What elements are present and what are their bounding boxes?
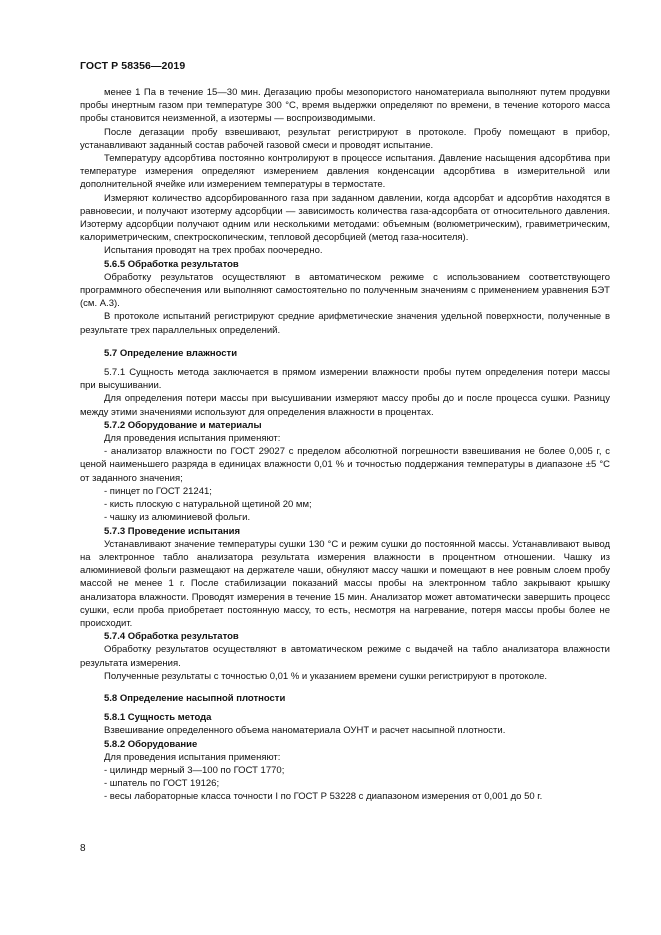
section-heading-5-6-5: 5.6.5 Обработка результатов [104, 258, 239, 270]
section-heading-5-8-1: 5.8.1 Сущность метода [104, 712, 212, 724]
paragraph: Полученные результаты с точностью 0,01 % и указанием времени сушки регистрируют в протоколе. [104, 670, 548, 682]
paragraph: Измеряют количество адсорбированного газа при заданном давлении, когда адсорбат и адсорбтив находятся в равновесии, и получают изотерму адсорбции — зависимость количества газа-адсорбата от относительного давления. Изотерму адсорбции получают одним или несколькими методами: объемным (волюметрическим), гравиметрическим, калориметрическим, спектроскопическим, тепловой десорбцией (метод газа-носителя). [80, 192, 610, 244]
list-item: - пинцет по ГОСТ 21241; [104, 485, 212, 497]
list-item: - шпатель по ГОСТ 19126; [104, 778, 220, 790]
list-item: - чашку из алюминиевой фольги. [104, 512, 251, 524]
document-body [80, 86, 610, 804]
paragraph: 5.7.1 Сущность метода заключается в прямом измерении влажности пробы путем определения потери массы при высушивании. [80, 367, 610, 392]
paragraph: менее 1 Па в течение 15—30 мин. Дегазацию пробы мезопористого наноматериала выполняют путем продувки пробы инертным газом при температуре 300 °C, время выдержки определяют по времени, в течение которого масса пробы становится неизменной, а изотермы — воспроизводимыми. [80, 87, 610, 125]
section-heading-5-8: 5.8 Определение насыпной плотности [104, 692, 286, 704]
paragraph: Испытания проводят на трех пробах поочередно. [104, 245, 323, 257]
paragraph: Температуру адсорбтива постоянно контролируют в процессе испытания. Давление насыщения адсорбтива при температуре измерения определяют измерением давления конденсации адсорбтива в измерительной или дополнительной ячейке или измерением температуры в термостате. [80, 153, 610, 191]
paragraph: После дегазации пробу взвешивают, результат регистрируют в протоколе. Пробу помещают в прибор, устанавливают заданный состав рабочей газовой смеси и проводят испытание. [80, 126, 610, 151]
section-heading-5-8-2: 5.8.2 Оборудование [104, 738, 198, 750]
paragraph: Обработку результатов осуществляют в автоматическом режиме с использованием соответствующего программного обеспечения или выполняют самостоятельно по полученным значениям с применением уравнения БЭТ (см. А.3). [80, 271, 610, 310]
paragraph: Взвешивание определенного объема наноматериала ОУНТ и расчет насыпной плотности. [104, 725, 506, 737]
list-item: - кисть плоскую с натуральной щетиной 20 мм; [104, 499, 312, 511]
document-header: ГОСТ Р 58356—2019 [80, 60, 186, 72]
paragraph: В протоколе испытаний регистрируют средние арифметические значения удельной поверхности, полученные в результате трех параллельных определений. [80, 311, 610, 336]
list-item: - цилиндр мерный 3—100 по ГОСТ 1770; [104, 764, 285, 776]
paragraph: Устанавливают значение температуры сушки 130 °C и режим сушки до постоянной массы. Устанавливают вывод на электронное табло анализатора результата измерения влажности в процентном отношении. Чашку из алюминиевой фольги размещают на держателе чаши, обнуляют массу чашки и помещают в нее ровным слоем пробу массой не менее 1 г. После стабилизации показаний массы пробы на электронном табло закрывают крышку анализатора влажности. Проводят измерения в течение 15 мин. Анализатор может автоматически завершить процесс сушки, если проба приобретает постоянную массу, то есть, несмотря на нагревание, потеря массы пробы более не происходит. [80, 538, 610, 629]
section-heading-5-7-2: 5.7.2 Оборудование и материалы [104, 419, 262, 431]
page-number: 8 [80, 843, 86, 854]
paragraph: Для проведения испытания применяют: [104, 751, 281, 763]
list-item: - анализатор влажности по ГОСТ 29027 с пределом абсолютной погрешности взвешивания не более 0,005 г, с ценой наименьшего разряда в единицах влажности 0,01 % и точностью поддержания температуры в диапазоне ±5 °C от заданного значения; [80, 446, 610, 484]
list-item: - весы лабораторные класса точности I по ГОСТ Р 53228 с диапазоном измерения от 0,001 до 50 г. [104, 791, 543, 803]
paragraph: Для проведения испытания применяют: [104, 433, 281, 445]
section-heading-5-7: 5.7 Определение влажности [104, 347, 238, 359]
section-heading-5-7-4: 5.7.4 Обработка результатов [104, 631, 239, 643]
section-heading-5-7-3: 5.7.3 Проведение испытания [104, 525, 241, 537]
paragraph: Для определения потери массы при высушивании измеряют массу пробы до и после процесса сушки. Разницу между этими значениями используют для определения влажности в процентах. [80, 393, 610, 418]
paragraph: Обработку результатов осуществляют в автоматическом режиме с выдачей на табло анализатора влажности результата измерения. [80, 644, 610, 669]
